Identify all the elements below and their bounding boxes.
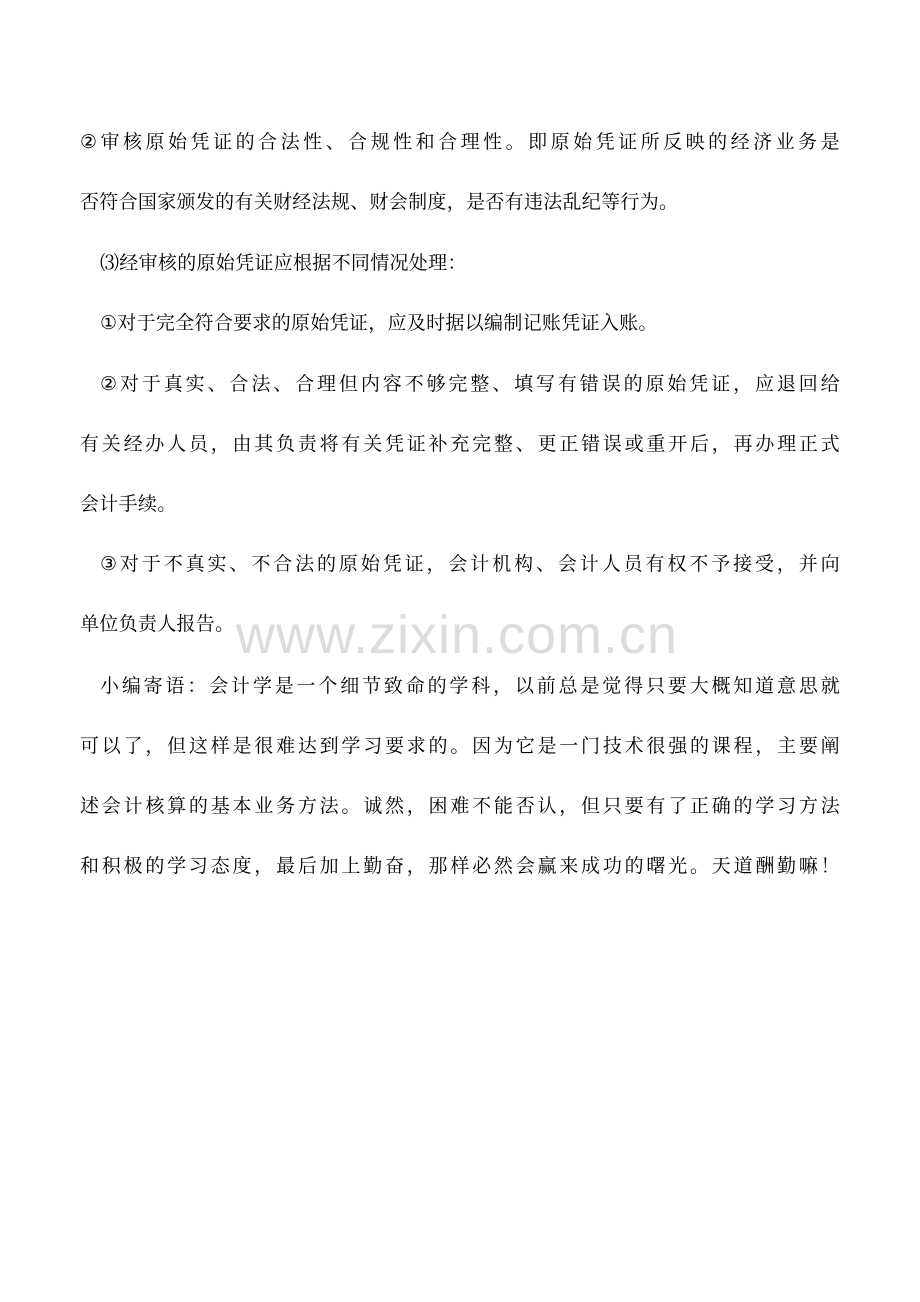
paragraph-line-1: ②审核原始凭证的合法性、合规性和合理性。即原始凭证所反映的经济业务是	[80, 131, 840, 153]
section-heading-3: ⑶经审核的原始凭证应根据不同情况处理：	[100, 252, 467, 274]
watermark: www.zixin.com.cn	[236, 605, 679, 665]
paragraph-line-10: 小编寄语：会计学是一个细节致命的学科，以前总是觉得只要大概知道意思就	[100, 675, 840, 697]
paragraph-line-9: 单位负责人报告。	[80, 613, 235, 635]
paragraph-line-5: ②对于真实、合法、合理但内容不够完整、填写有错误的原始凭证，应退回给	[100, 373, 840, 395]
paragraph-line-6: 有关经办人员，由其负责将有关凭证补充完整、更正错误或重开后，再办理正式	[80, 433, 840, 455]
paragraph-line-2: 否符合国家颁发的有关财经法规、财会制度，是否有违法乱纪等行为。	[80, 191, 679, 213]
paragraph-line-7: 会计手续。	[80, 493, 177, 515]
paragraph-line-8: ③对于不真实、不合法的原始凭证，会计机构、会计人员有权不予接受，并向	[100, 553, 840, 575]
paragraph-line-11: 可以了，但这样是很难达到学习要求的。因为它是一门技术很强的课程，主要阐	[80, 735, 840, 757]
paragraph-line-12: 述会计核算的基本业务方法。诚然，困难不能否认，但只要有了正确的学习方法	[80, 795, 840, 817]
paragraph-line-13: 和积极的学习态度，最后加上勤奋，那样必然会赢来成功的曙光。天道酬勤嘛！	[80, 855, 840, 877]
paragraph-line-4: ①对于完全符合要求的原始凭证，应及时据以编制记账凭证入账。	[100, 312, 658, 334]
